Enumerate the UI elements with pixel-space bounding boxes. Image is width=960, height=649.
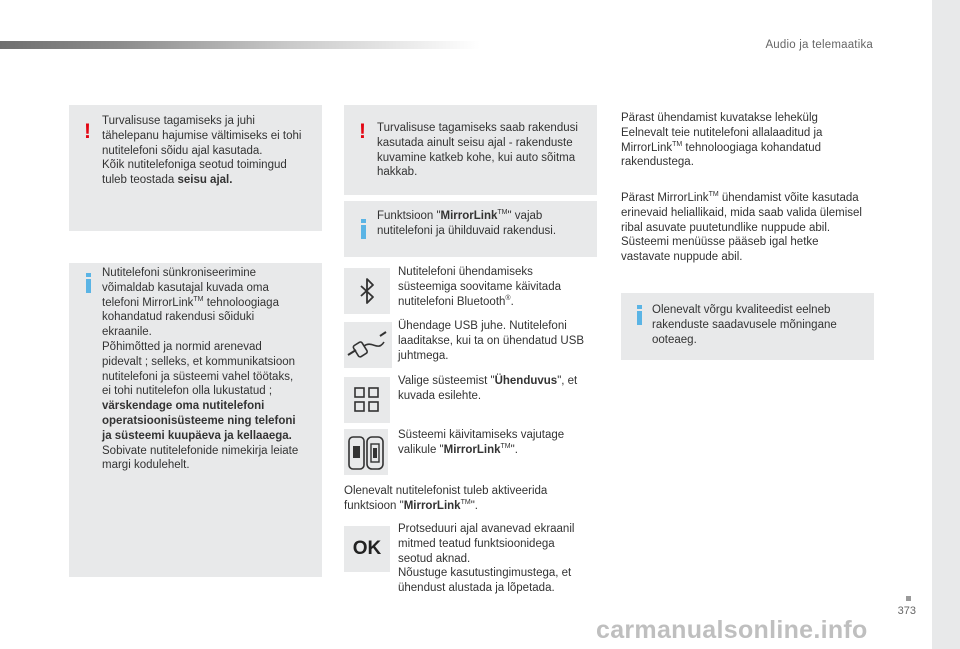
info-bold-line: ja süsteemi kuupäeva ja kellaaega. bbox=[102, 429, 292, 442]
info-line: telefoni MirrorLink™ tehnoloogiaga bbox=[102, 295, 279, 309]
info-line: rakenduste saadavusele mõningane bbox=[652, 318, 837, 331]
info-box-network bbox=[621, 293, 874, 360]
info-line: Põhimõtted ja normid arenevad bbox=[102, 340, 262, 353]
info-line: Olenevalt võrgu kvaliteedist eelneb bbox=[652, 304, 831, 316]
step-usb-text: Ühendage USB juhe. Nutitelefoni laaditakse, kui ta on ühendatud USB juhtmega. bbox=[398, 320, 585, 362]
info-icon bbox=[361, 219, 366, 239]
usb-cable-icon bbox=[344, 322, 392, 368]
info-icon bbox=[637, 305, 642, 325]
warning-line: hakkab. bbox=[377, 166, 418, 179]
warning-line: tuleb teostada seisu ajal. bbox=[102, 174, 233, 187]
info-box-sync bbox=[69, 263, 322, 577]
mirrorlink-phone-icon bbox=[344, 429, 388, 475]
page-header-title: Audio ja telemaatika bbox=[765, 39, 873, 51]
activation-note: Olenevalt nutitelefonist tuleb aktiveerida funktsioon "MirrorLink™". bbox=[344, 485, 548, 512]
info-line: Nutitelefoni sünkroniseerimine bbox=[102, 267, 257, 279]
warning-box-apps bbox=[344, 105, 597, 195]
warning-emphasis: seisu ajal. bbox=[177, 174, 233, 187]
info-bold-line: värskendage oma nutitelefoni bbox=[102, 400, 265, 413]
info-line: võimaldab kasutajal kuvada oma bbox=[102, 281, 269, 294]
info-line: ei tohi nutitelefon olla lukustatud ; bbox=[102, 385, 273, 398]
warning-line: kasutada ainult seisu ajal - rakenduste bbox=[377, 136, 573, 149]
warning-box-driving bbox=[69, 105, 322, 231]
side-tab-strip bbox=[932, 0, 960, 649]
step-ok-text: Protseduuri ajal avanevad ekraanil mitmed teatud funktsioonidega seotud aknad. Nõustuge kasutustingimustega, et ühendust alustada ja lõpetada. bbox=[398, 523, 575, 595]
right-paragraph-audio-sources: Pärast MirrorLink™ ühendamist võite kasutada erinevaid heliallikaid, mida saab valida ülemisel ribal asuvate puutetundlike nuppude abil. Süsteemi menüüsse pääseb igal hetke vastavate nuppude abil. bbox=[621, 191, 862, 264]
right-paragraph-after-connect: Pärast ühendamist kuvatakse lehekülg Eelnevalt teie nutitelefoni allalaaditud ja MirrorLink™ tehnoloogiaga kohandatud rakendustega. bbox=[621, 112, 823, 169]
info-line: ooteaeg. bbox=[652, 333, 697, 346]
page-number: 373 bbox=[897, 605, 916, 617]
ok-label: OK bbox=[352, 538, 382, 559]
warning-line: Turvalisuse tagamiseks saab rakendusi bbox=[377, 122, 578, 134]
info-line: kohandatud rakendusi sõiduki bbox=[102, 311, 255, 324]
warning-icon: ! bbox=[359, 120, 366, 143]
info-line: nutitelefoni ja süsteemi vahel töötaks, bbox=[102, 370, 294, 383]
info-line: Funktsioon "MirrorLink™" vajab bbox=[377, 209, 543, 222]
connections-grid-icon bbox=[344, 377, 390, 423]
warning-line: tähelepanu hajumise vältimiseks ei tohi bbox=[102, 129, 302, 142]
info-box-mirrorlink bbox=[344, 201, 597, 257]
bluetooth-icon bbox=[344, 268, 390, 314]
info-line: pidevalt ; selleks, et kommunikatsioon bbox=[102, 355, 296, 368]
info-icon bbox=[86, 273, 91, 293]
warning-icon: ! bbox=[84, 120, 91, 143]
warning-line: Turvalisuse tagamiseks ja juhi bbox=[102, 115, 255, 127]
info-line: ekraanile. bbox=[102, 326, 152, 339]
info-line: Sobivate nutitelefonide nimekirja leiate bbox=[102, 444, 299, 457]
header-gradient-bar bbox=[0, 41, 480, 49]
warning-line: kuvamine katkeb kohe, kui auto sõitma bbox=[377, 151, 576, 164]
info-bold-line: operatsioonisüsteeme ning telefoni bbox=[102, 414, 296, 427]
step-mirrorlink-text: Süsteemi käivitamiseks vajutage valikule "MirrorLink™". bbox=[398, 429, 565, 456]
info-line: margi kodulehelt. bbox=[102, 459, 190, 472]
ok-button-icon bbox=[344, 526, 390, 572]
step-bluetooth-text: Nutitelefoni ühendamiseks süsteemiga soovitame käivitada nutitelefoni Bluetooth®. bbox=[398, 266, 561, 308]
warning-line: nutitelefoni sõidu ajal kasutada. bbox=[102, 144, 263, 157]
watermark: carmanualsonline.info bbox=[596, 616, 868, 644]
step-connections-text: Valige süsteemist "Ühenduvus", et kuvada esilehte. bbox=[398, 375, 578, 402]
info-line: nutitelefoni ja ühilduvaid rakendusi. bbox=[377, 224, 557, 237]
warning-line: Kõik nutitelefoniga seotud toimingud bbox=[102, 159, 287, 172]
page-marker bbox=[906, 596, 911, 601]
